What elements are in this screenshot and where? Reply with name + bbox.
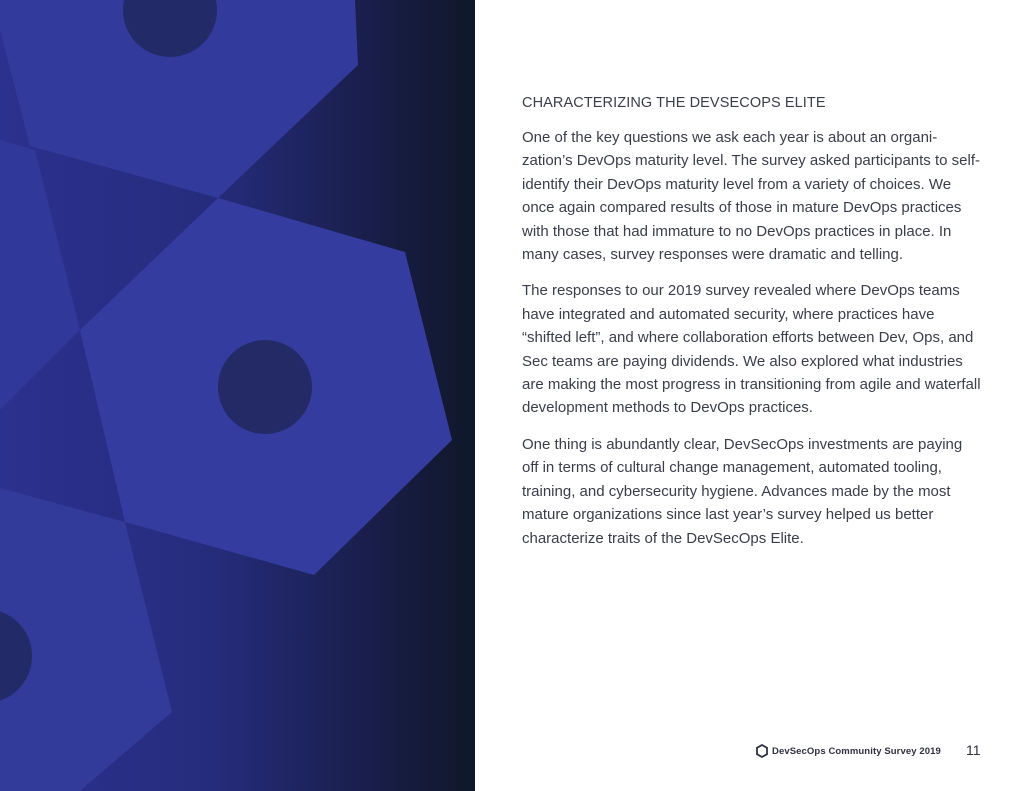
body-paragraph: The responses to our 2019 survey revealed where DevOps teams have integrated and automated security, where practices have “shifted left”, and where collaboration efforts between Dev, Ops, and Sec teams are paying dividends. We also explored what industries are making the most progress in transitioning from agile and waterfall development methods to DevOps practices. — [522, 282, 981, 417]
footer — [756, 744, 941, 758]
body-paragraph: One of the key questions we ask each year is about an organi-zation’s DevOps maturity level. The survey asked participants to self-identify their DevOps maturity level from a variety of choices. We once again compared results of those in mature DevOps practices with those that had immature to no DevOps practices in place. In many cases, survey responses were dramatic and telling. — [522, 129, 980, 264]
decorative-panel — [0, 0, 475, 791]
main-content — [522, 95, 982, 563]
page-number: 11 — [966, 742, 981, 758]
hexagon-pattern-graphic — [0, 0, 475, 791]
hexagon-logo-icon — [756, 744, 768, 758]
footer-label: DevSecOps Community Survey 2019 — [772, 745, 941, 757]
body-paragraph: One thing is abundantly clear, DevSecOps investments are paying off in terms of cultural change management, automated tooling, training, and cybersecurity hygiene. Advances made by the most mature organizations since last year’s survey helped us better characterize traits of the DevSecOps Elite. — [522, 435, 963, 547]
section-heading: CHARACTERIZING THE DEVSECOPS ELITE — [522, 95, 826, 111]
circle-center — [218, 340, 312, 434]
